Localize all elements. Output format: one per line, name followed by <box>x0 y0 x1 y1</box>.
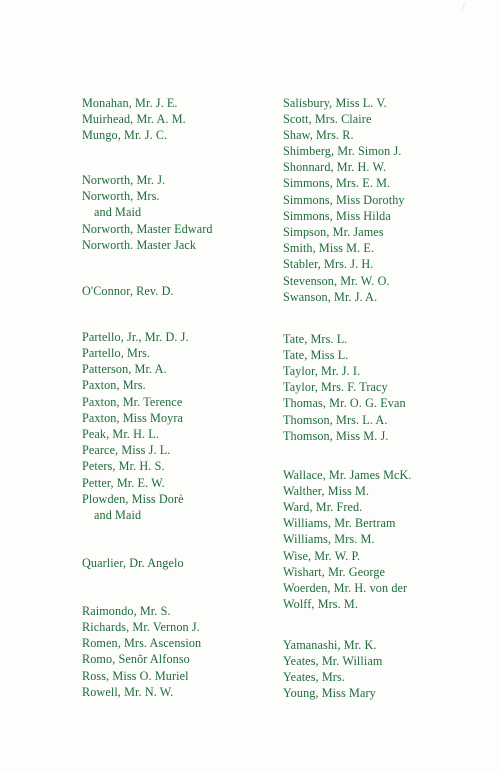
list-item: Paxton, Mrs. <box>82 378 146 392</box>
list-item: Smith, Miss M. E. <box>283 241 375 255</box>
list-item: Ward, Mr. Fred. <box>283 500 363 514</box>
list-item: Mungo, Mr. J. C. <box>82 128 168 142</box>
list-item: O'Connor, Rev. D. <box>82 284 174 298</box>
list-item: Monahan, Mr. J. E. <box>82 96 178 110</box>
list-item: Wishart, Mr. George <box>283 565 386 579</box>
list-item: Wise, Mr. W. P. <box>283 549 361 563</box>
list-item: Simmons, Miss Hilda <box>283 209 391 223</box>
list-item: Salisbury, Miss L. V. <box>283 96 387 110</box>
list-item: Simpson, Mr. James <box>283 225 384 239</box>
list-item: Pearce, Miss J. L. <box>82 443 171 457</box>
list-item: Norworth, Mr. J. <box>82 173 166 187</box>
list-item: Tate, Miss L. <box>283 348 349 362</box>
list-item: Richards, Mr. Vernon J. <box>82 620 200 634</box>
list-item: Partello, Mrs. <box>82 346 151 360</box>
list-item: Ross, Miss O. Muriel <box>82 669 189 683</box>
list-item: Stevenson, Mr. W. O. <box>283 274 390 288</box>
list-item: Swanson, Mr. J. A. <box>283 290 378 304</box>
list-item: Shimberg, Mr. Simon J. <box>283 144 402 158</box>
list-item: Romen, Mrs. Ascension <box>82 636 202 650</box>
list-item: Taylor, Mrs. F. Tracy <box>283 380 388 394</box>
list-item: Thomson, Miss M. J. <box>283 429 389 443</box>
list-item: Yeates, Mr. William <box>283 654 383 668</box>
list-item: Woerden, Mr. H. von der <box>283 581 408 595</box>
list-item: Shonnard, Mr. H. W. <box>283 160 387 174</box>
list-item: Rowell, Mr. N. W. <box>82 685 174 699</box>
list-item: Simmons, Miss Dorothy <box>283 193 405 207</box>
list-item: Shaw, Mrs. R. <box>283 128 354 142</box>
list-item: Muirhead, Mr. A. M. <box>82 112 186 126</box>
list-item: Petter, Mr. E. W. <box>82 476 165 490</box>
list-item: Thomson, Mrs. L. A. <box>283 413 388 427</box>
list-item: Taylor, Mr. J. I. <box>283 364 361 378</box>
list-item: Norworth. Master Jack <box>82 238 197 252</box>
list-item: Yeates, Mrs. <box>283 670 345 684</box>
list-item: Paxton, Mr. Terence <box>82 395 183 409</box>
list-item: Wolff, Mrs. M. <box>283 597 359 611</box>
list-item: Norworth, Master Edward <box>82 222 213 236</box>
list-item: Peak, Mr. H. L. <box>82 427 159 441</box>
list-item: Williams, Mr. Bertram <box>283 516 396 530</box>
list-item: Young, Miss Mary <box>283 686 376 700</box>
list-item: Walther, Miss M. <box>283 484 370 498</box>
list-item: Partello, Jr., Mr. D. J. <box>82 330 189 344</box>
list-item: and Maid <box>94 508 142 522</box>
list-item: Plowden, Miss Dorè <box>82 492 184 506</box>
list-item: Norworth, Mrs. <box>82 189 160 203</box>
list-item: Thomas, Mr. O. G. Evan <box>283 396 406 410</box>
list-item: Stabler, Mrs. J. H. <box>283 257 374 271</box>
list-item: Yamanashi, Mr. K. <box>283 638 377 652</box>
list-item: and Maid <box>94 205 142 219</box>
page-mark: / <box>462 2 465 13</box>
list-item: Wallace, Mr. James McK. <box>283 468 412 482</box>
list-item: Peters, Mr. H. S. <box>82 459 165 473</box>
list-item: Scott, Mrs. Claire <box>283 112 372 126</box>
list-item: Patterson, Mr. A. <box>82 362 167 376</box>
list-item: Raimondo, Mr. S. <box>82 604 171 618</box>
list-item: Simmons, Mrs. E. M. <box>283 176 391 190</box>
list-item: Romo, Senõr Alfonso <box>82 652 190 666</box>
list-item: Tate, Mrs. L. <box>283 332 348 346</box>
list-item: Paxton, Miss Moyra <box>82 411 183 425</box>
list-item: Quarlier, Dr. Angelo <box>82 556 184 570</box>
list-item: Williams, Mrs. M. <box>283 532 375 546</box>
